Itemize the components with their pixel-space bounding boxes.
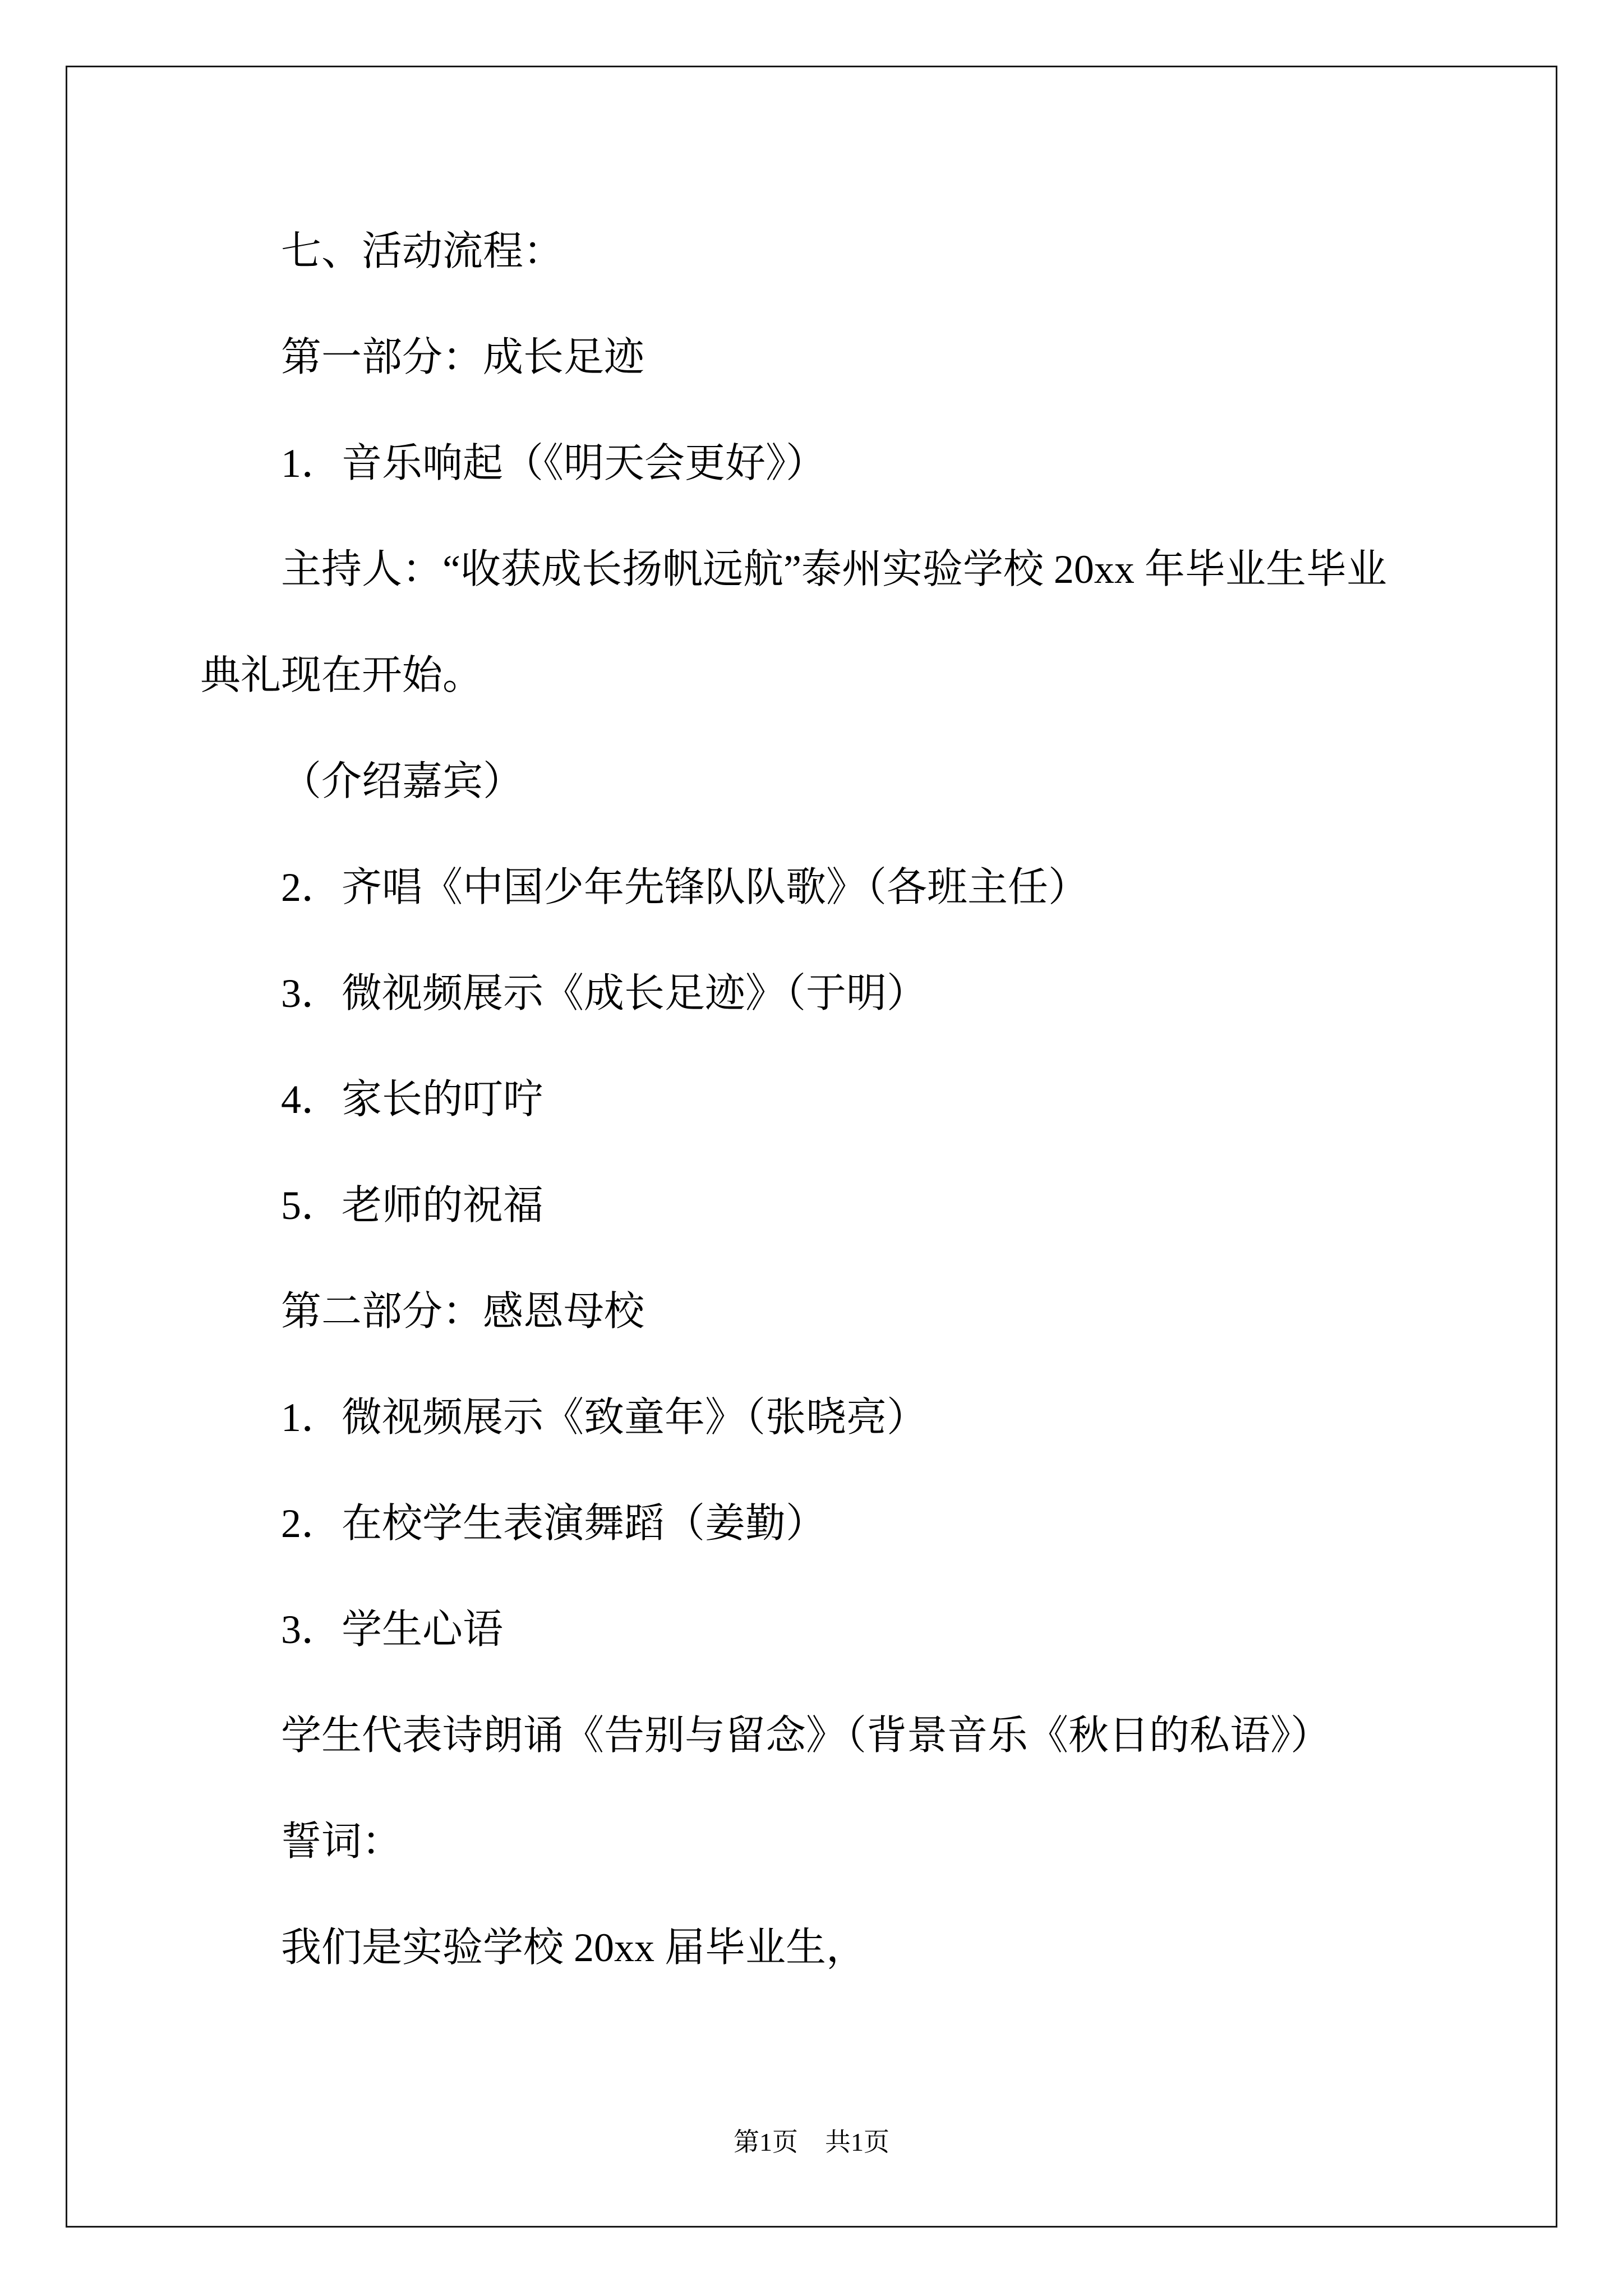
paragraph-line: 学生代表诗朗诵《告别与留念》（背景音乐《秋日的私语》）	[281, 1713, 1331, 1758]
host-speech-line: 主持人：“收获成长扬帆远航”泰州实验学校 20xx 年毕业生毕业	[281, 547, 1387, 592]
page-footer	[0, 2125, 1623, 2159]
program-item: 2．在校学生表演舞蹈（姜勤）	[281, 1501, 827, 1546]
program-item: 1．微视频展示《致童年》（张晓亮）	[281, 1395, 928, 1440]
program-item: 3．学生心语	[281, 1607, 504, 1652]
program-item: 1．音乐响起（《明天会更好》）	[281, 441, 827, 486]
program-item: 5．老师的祝福	[281, 1183, 544, 1228]
part-two-title: 第二部分：感恩母校	[281, 1289, 645, 1334]
page-total: 共1页	[825, 2128, 889, 2156]
note-line: （介绍嘉宾）	[281, 759, 524, 804]
program-item: 3．微视频展示《成长足迹》（于明）	[281, 971, 928, 1016]
page-number: 第1页	[734, 2128, 798, 2156]
oath-line: 我们是实验学校 20xx 届毕业生，	[281, 1925, 867, 1970]
program-item: 4．家长的叮咛	[281, 1077, 544, 1122]
oath-heading: 誓词：	[281, 1819, 403, 1864]
document-body	[200, 199, 1535, 2001]
section-heading: 七、活动流程：	[281, 229, 564, 274]
part-one-title: 第一部分：成长足迹	[281, 335, 645, 380]
program-item: 2．齐唱《中国少年先锋队队歌》（各班主任）	[281, 865, 1089, 910]
host-speech-line: 典礼现在开始。	[200, 653, 483, 698]
